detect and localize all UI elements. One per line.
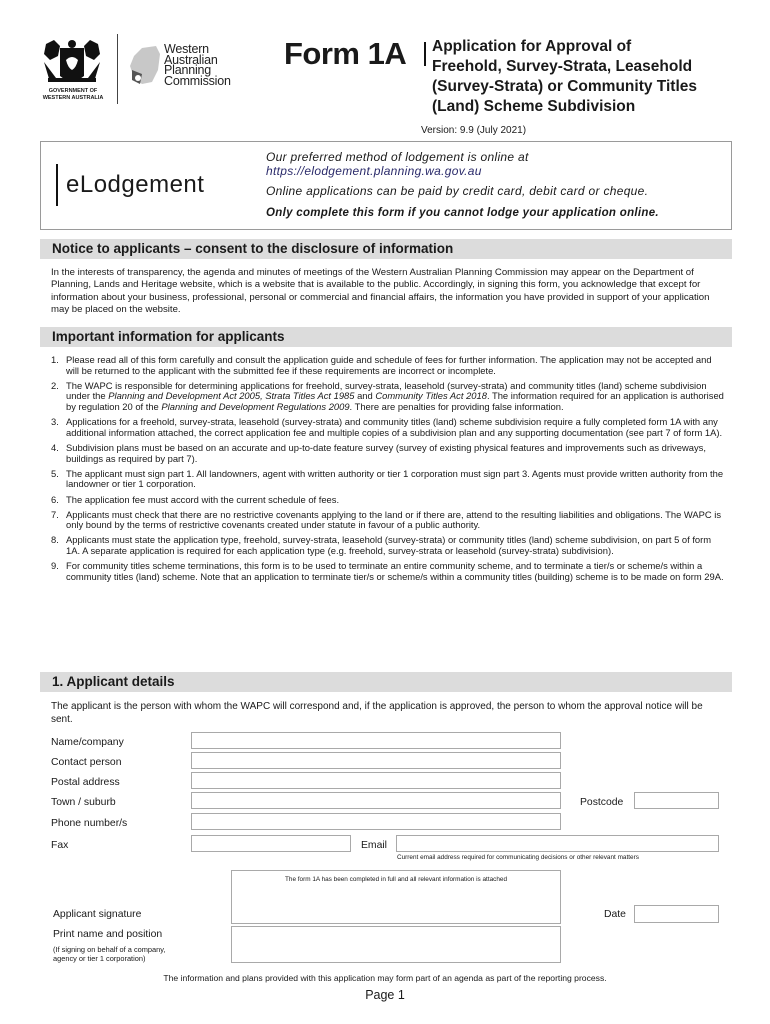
important-info-heading: Important information for applicants [40,327,732,347]
contact-person-label: Contact person [51,757,122,768]
date-field[interactable] [634,905,719,923]
footer-note: The information and plans provided with this application may form part of an agenda as part of the reporting process. [163,973,607,983]
signature-note: The form 1A has been completed in full and all relevant information is attached [284,876,508,883]
contact-person-field[interactable] [191,752,561,769]
postal-address-field[interactable] [191,772,561,789]
form-version: Version: 9.9 (July 2021) [421,125,527,136]
name-company-label: Name/company [51,737,124,748]
elodgement-divider [56,164,58,206]
postcode-label: Postcode [580,797,624,808]
notice-heading: Notice to applicants – consent to the disclosure of information [40,239,732,259]
list-item: 1. Please read all of this form carefully and consult the application guide and schedule of fees for further information. The application may not be accepted and will be returned to the applicant with the submitted fee if these requirements are incorrect or incomplete. [51,354,712,376]
applicant-details-heading: 1. Applicant details [40,672,732,692]
town-suburb-label: Town / suburb [51,797,116,808]
list-item: 3. Applications for a freehold, survey-strata, leasehold (survey-strata) and community titles (land) scheme subdivision require a fully completed form 1A with any additional information attached, the correct application fee and multiple copies of a subdivision plan and any supporting documentation (see part 7 of form 1A). [51,416,723,438]
town-suburb-field[interactable] [191,792,561,809]
form-title: Application for Approval of Freehold, Survey-Strata, Leasehold (Survey-Strata) or Community Titles (Land) Scheme Subdivision [432,38,697,115]
list-item: 5. The applicant must sign part 1. All landowners, agent with written authority or tier 1 corporation must sign part 3. Agents must provide written authority from the landowner or tier 1 corporation. [51,467,724,490]
elodgement-payment-note: Online applications can be paid by credit card, debit card or cheque. [266,184,649,198]
date-label: Date [604,909,626,920]
important-info-list [51,355,727,587]
list-item: 9. For community titles scheme terminations, this form is to be used to terminate an entire community scheme, and to terminate a tier/s or scheme/s within a community titles (land) scheme. Note that an application to terminate tier/s or scheme/s within a community titles (building) scheme is to be made on form 29A. [51,560,724,582]
postcode-field[interactable] [634,792,719,809]
list-item: 7. Applicants must check that there are no restrictive covenants applying to the land or if there are, attend to the resulting liabilities and obligations. The WAPC is only bound by the terms of restrictive covenants created under statute in favour of a public authority. [51,508,722,531]
form-number: Form 1A [284,36,407,71]
elodgement-link[interactable]: https://elodgement.planning.wa.gov.au [266,164,482,178]
print-name-label: Print name and position [53,929,163,940]
logo-divider [117,34,118,104]
elodgement-label: eLodgement [66,171,205,198]
notice-text: In the interests of transparency, the agenda and minutes of meetings of the Western Australian Planning Commission may appear on the Department of Planning, Lands and Heritage website, which is a website that is available to the public. Accordingly, in signing this form, you acknowledge that except for information about your business, professional, personal or commercial and financial affairs, the information you have provided in support of your application may be placed on the website. [51,267,710,316]
fax-label: Fax [51,840,69,851]
government-label: GOVERNMENT OF WESTERN AUSTRALIA [42,88,104,101]
page-header [0,0,770,150]
signature-label: Applicant signature [53,909,142,920]
print-name-note: (If signing on behalf of a company, agency or tier 1 corporation) [53,945,166,963]
print-name-field[interactable] [231,926,561,963]
elodgement-warning: Only complete this form if you cannot lodge your application online. [266,207,659,219]
elodgement-info [266,150,726,220]
email-field[interactable] [396,835,719,852]
email-note: Current email address required for communicating decisions or other relevant matters [397,854,639,861]
list-item: 8. Applicants must state the application type, freehold, survey-strata, leasehold (survey-strata) or community titles (land) scheme subdivision, on part 5 of form 1A. A separate application is required for each application type (e.g. freehold, survey-strata or leasehold (survey-strata) subdivision). [51,534,712,557]
applicant-intro: The applicant is the person with whom the WAPC will correspond and, if the application is approved, the person to whom the approval notice will be sent. [51,701,703,725]
fax-field[interactable] [191,835,351,852]
list-item: 2. The WAPC is responsible for determining applications for freehold, survey-strata, leasehold (survey-strata) and community titles (land) scheme subdivision under the Planning and Development Act 2005, Strata Titles Act 1985 and Community Titles Act 2018. The information required for an application is authorised by regulation 20 of the Planning and Development Regulations 2009. There are penalties for providing false information. [51,379,724,412]
name-company-field[interactable] [191,732,561,749]
wapc-name: Western Australian Planning Commission [164,42,231,88]
page-number: Page 1 [365,988,405,1002]
list-item: 4. Subdivision plans must be based on an accurate and up-to-date feature survey (survey of existing physical features and improvements such as driveways, buildings as required by part 7). [51,441,706,464]
phone-field[interactable] [191,813,561,830]
wapc-map-logo-icon [128,44,162,90]
elodgement-line: Our preferred method of lodgement is online at [266,150,529,164]
postal-address-label: Postal address [51,777,120,788]
email-label: Email [361,840,387,851]
title-divider [424,42,426,66]
list-item: 6. The application fee must accord with the current schedule of fees. [51,493,340,505]
phone-label: Phone number/s [51,818,128,829]
